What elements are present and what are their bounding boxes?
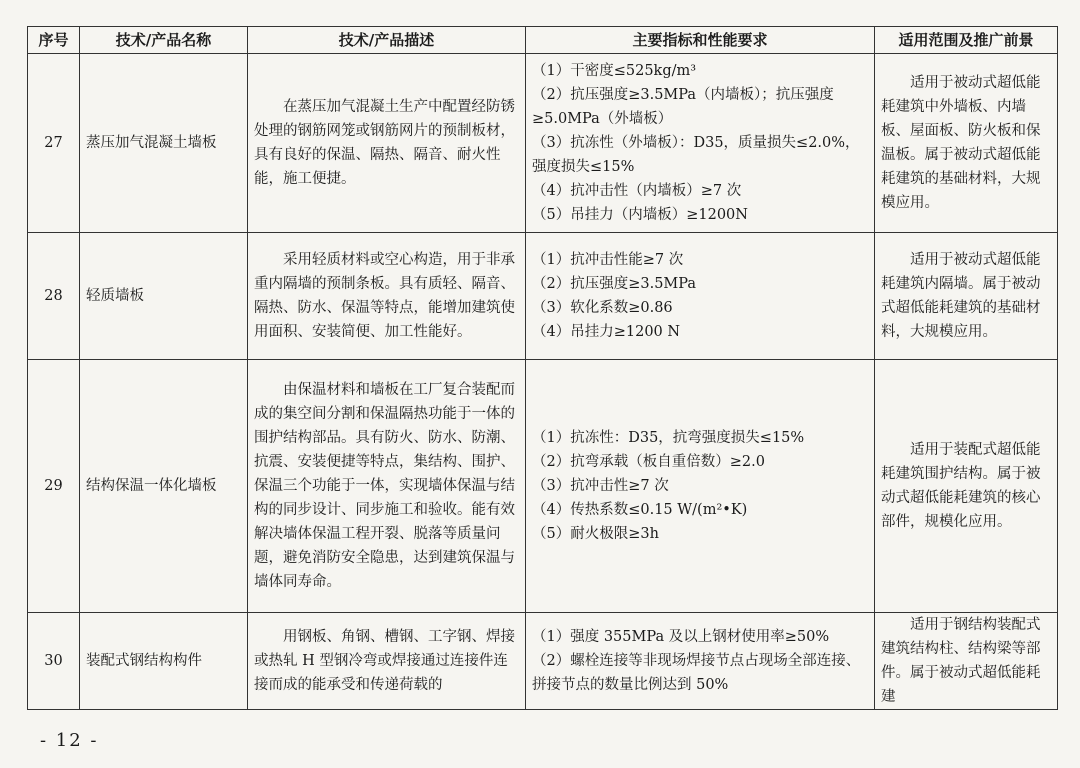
requirement-item: （1）抗冲击性能≥7 次 [532,252,684,268]
requirement-item: （4）传热系数≤0.15 W/(m²•K) [532,502,748,518]
scope-text: 适用于钢结构装配式建筑结构柱、结构梁等部件。属于被动式超低能耗建 [881,617,1041,705]
table-row [28,360,1058,613]
product-description: 在蒸压加气混凝土生产中配置经防锈处理的钢筋网笼或钢筋网片的预制板材，具有良好的保温、隔热、隔音、耐火性能，施工便捷。 [248,54,526,233]
row-number: 30 [28,613,80,710]
requirement-item: （1）强度 355MPa 及以上钢材使用率≥50% [532,629,830,645]
product-name: 蒸压加气混凝土墙板 [80,54,248,233]
header-no: 序号 [28,27,80,54]
header-requirements: 主要指标和性能要求 [526,27,875,54]
requirement-item: （5）吊挂力（内墙板）≥1200N [532,207,748,223]
table-header-row [28,27,1058,54]
requirement-item: （4）吊挂力≥1200 N [532,324,681,340]
row-number: 29 [28,360,80,613]
product-description: 用钢板、角钢、槽钢、工字钢、焊接或热轧 H 型钢冷弯或焊接通过连接件连接而成的能承受和传递荷载的 [248,613,526,710]
scope-text: 适用于被动式超低能耗建筑中外墙板、内墙板、屋面板、防火板和保温板。属于被动式超低能耗建筑的基础材料，大规模应用。 [881,75,1041,211]
product-description: 采用轻质材料或空心构造，用于非承重内隔墙的预制条板。具有质轻、隔音、隔热、防水、保温等特点，能增加建筑使用面积、安装简便、加工性能好。 [248,233,526,360]
table-row [28,54,1058,233]
requirement-item: （2）抗压强度≥3.5MPa [532,276,697,292]
requirements-cell [526,613,875,710]
requirement-item: （2）抗压强度≥3.5MPa（内墙板）；抗压强度≥5.0MPa（外墙板） [532,87,834,127]
scope-cell [875,613,1058,710]
table-row [28,233,1058,360]
requirement-item: （2）抗弯承载（板自重倍数）≥2.0 [532,454,765,470]
header-scope: 适用范围及推广前景 [875,27,1058,54]
scope-cell [875,54,1058,233]
requirements-cell [526,233,875,360]
product-name: 结构保温一体化墙板 [80,360,248,613]
row-number: 27 [28,54,80,233]
requirement-item: （1）干密度≤525kg/m³ [532,63,697,79]
requirement-item: （2）螺栓连接等非现场焊接节点占现场全部连接、拼接节点的数量比例达到 50% [532,653,861,693]
page-number: - 12 - [40,730,99,751]
requirement-item: （1）抗冻性：D35，抗弯强度损失≤15% [532,430,805,446]
requirements-cell [526,360,875,613]
header-description: 技术/产品描述 [248,27,526,54]
requirement-item: （5）耐火极限≥3h [532,526,659,542]
product-description: 由保温材料和墙板在工厂复合装配而成的集空间分割和保温隔热功能于一体的围护结构部品。具有防火、防水、防潮、抗震、安装便捷等特点，集结构、围护、保温三个功能于一体，实现墙体保温与结构的同步设计、同步施工和验收。能有效解决墙体保温工程开裂、脱落等质量问题，避免消防安全隐患，达到建筑保温与墙体同寿命。 [248,360,526,613]
scope-text: 适用于装配式超低能耗建筑围护结构。属于被动式超低能耗建筑的核心部件，规模化应用。 [881,442,1041,530]
requirements-cell [526,54,875,233]
technology-table [27,26,1058,710]
scope-cell [875,360,1058,613]
requirement-item: （4）抗冲击性（内墙板）≥7 次 [532,183,742,199]
requirement-item: （3）抗冲击性≥7 次 [532,478,669,494]
header-name: 技术/产品名称 [80,27,248,54]
product-name: 装配式钢结构构件 [80,613,248,710]
requirement-item: （3）软化系数≥0.86 [532,300,673,316]
table-row [28,613,1058,710]
scope-cell [875,233,1058,360]
scope-text: 适用于被动式超低能耗建筑内隔墙。属于被动式超低能耗建筑的基础材料，大规模应用。 [881,252,1041,340]
product-name: 轻质墙板 [80,233,248,360]
row-number: 28 [28,233,80,360]
requirement-item: （3）抗冻性（外墙板）：D35，质量损失≤2.0%，强度损失≤15% [532,135,860,175]
